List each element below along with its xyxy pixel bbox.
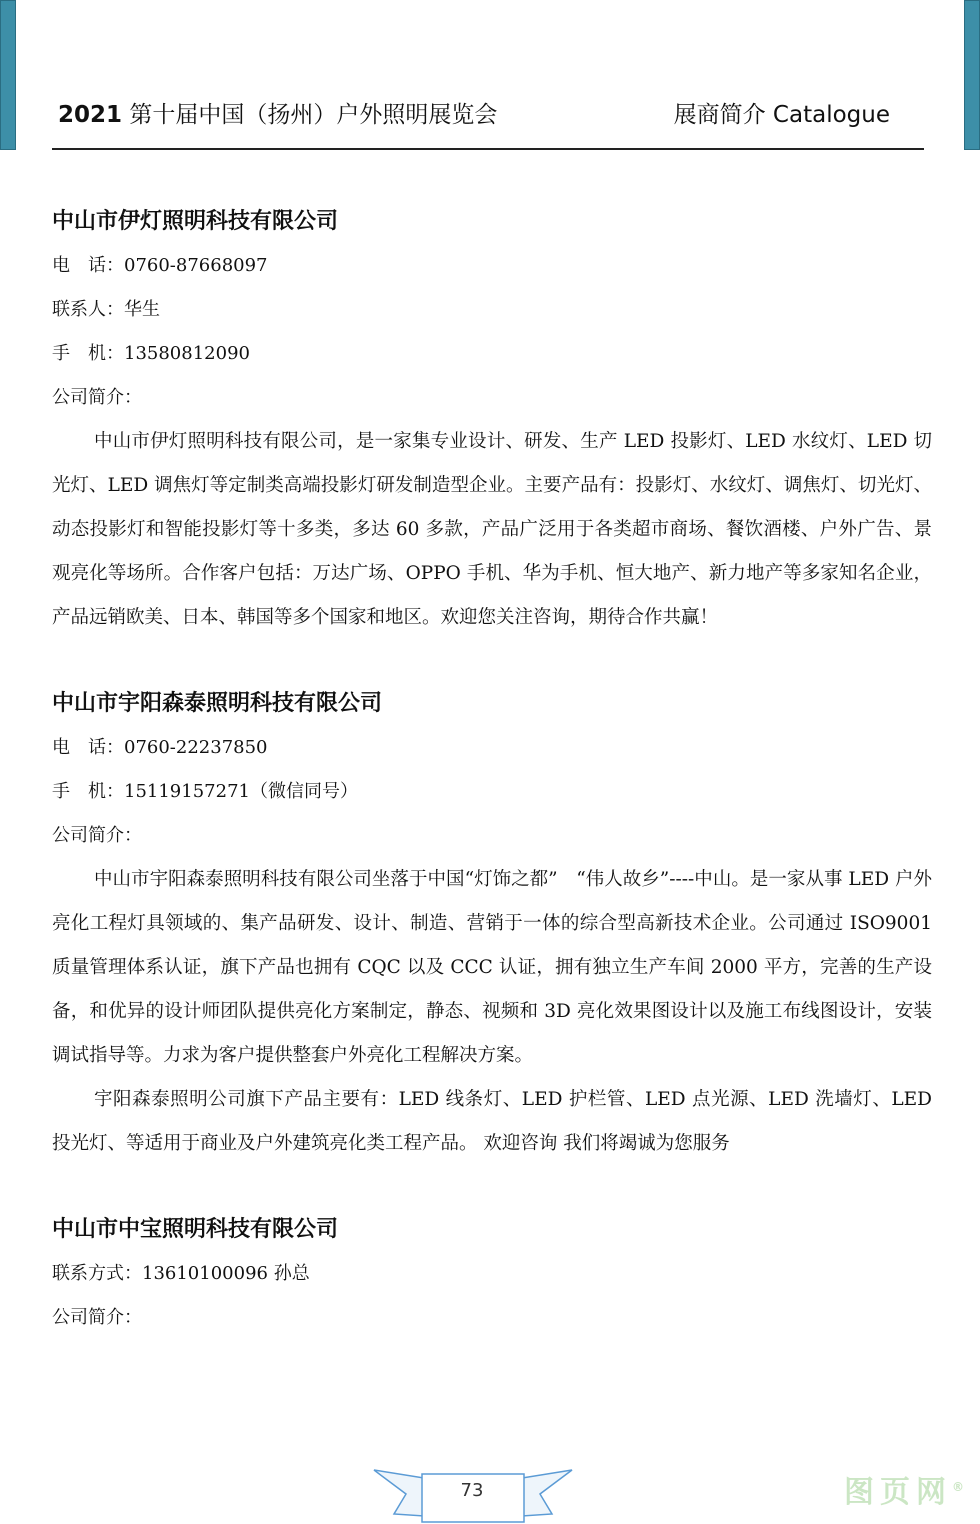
company-mobile: 手 机：15119157271（微信同号） bbox=[52, 781, 358, 802]
company-intro: 中山市伊灯照明科技有限公司，是一家集专业设计、研发、生产 LED 投影灯、LED 水纹灯、LED 切光灯、LED 调焦灯等定制类高端投影灯研发制造型企业。主要产品有：投影灯、水纹灯、调焦灯、切光灯、动态投影灯和智能投影灯等十多类，多达 60 多款，产品广泛用于各类超市商场、餐饮酒楼、户外广告、景观亮化等场所。合作客户包括：万达广场、OPPO 手机、华为手机、恒大地产、新力地产等多家知名企业，产品远销欧美、日本、韩国等多个国家和地区。欢迎您关注咨询，期待合作共赢！ bbox=[52, 431, 932, 628]
company-contact: 联系人：华生 bbox=[52, 299, 160, 320]
company-mobile: 手 机：13580812090 bbox=[52, 343, 250, 364]
watermark bbox=[844, 1467, 964, 1511]
page-content bbox=[52, 200, 932, 1340]
company-name: 中山市中宝照明科技有限公司 bbox=[52, 1217, 339, 1242]
page-footer bbox=[372, 1466, 574, 1524]
company-name: 中山市伊灯照明科技有限公司 bbox=[52, 209, 339, 234]
registered-mark: ® bbox=[952, 1480, 964, 1494]
page-number: 73 bbox=[460, 1480, 484, 1501]
header-section: 展商简介 Catalogue bbox=[673, 102, 890, 128]
company-intro-label: 公司简介： bbox=[52, 1307, 142, 1328]
company-intro-products: 宇阳森泰照明公司旗下产品主要有：LED 线条灯、LED 护栏管、LED 点光源、LED 洗墙灯、LED 投光灯、等适用于商业及户外建筑亮化类工程产品。 欢迎咨询 我们将竭诚为您服务 bbox=[52, 1089, 932, 1154]
page-header bbox=[52, 96, 924, 136]
header-year: 2021 bbox=[58, 102, 123, 128]
watermark-text: 图页网 bbox=[844, 1475, 952, 1510]
header-divider bbox=[52, 148, 924, 150]
company-phone: 电 话：0760-22237850 bbox=[52, 737, 268, 758]
company-entry-zhongbao bbox=[52, 1208, 932, 1340]
company-phone: 电 话：0760-87668097 bbox=[52, 255, 268, 276]
company-intro-label: 公司简介： bbox=[52, 825, 142, 846]
company-entry-yuyang bbox=[52, 682, 932, 1166]
header-title bbox=[58, 96, 497, 129]
company-entry-yideng bbox=[52, 200, 932, 640]
company-name: 中山市宇阳森泰照明科技有限公司 bbox=[52, 691, 383, 716]
left-edge-bar bbox=[0, 0, 16, 150]
company-intro: 中山市宇阳森泰照明科技有限公司坐落于中国“灯饰之都” “伟人故乡”----中山。是一家从事 LED 户外亮化工程灯具领域的、集产品研发、设计、制造、营销于一体的综合型高新技术企业。公司通过 ISO9001 质量管理体系认证，旗下产品也拥有 CQC 以及 CCC 认证，拥有独立生产车间 2000 平方，完善的生产设备，和优异的设计师团队提供亮化方案制定，静态、视频和 3D 亮化效果图设计以及施工布线图设计，安装调试指导等。力求为客户提供整套户外亮化工程解决方案。 bbox=[52, 869, 932, 1066]
company-contact: 联系方式：13610100096 孙总 bbox=[52, 1263, 310, 1284]
right-edge-bar bbox=[964, 0, 980, 150]
company-intro-label: 公司简介： bbox=[52, 387, 142, 408]
header-title-text: 第十届中国（扬州）户外照明展览会 bbox=[122, 102, 498, 128]
